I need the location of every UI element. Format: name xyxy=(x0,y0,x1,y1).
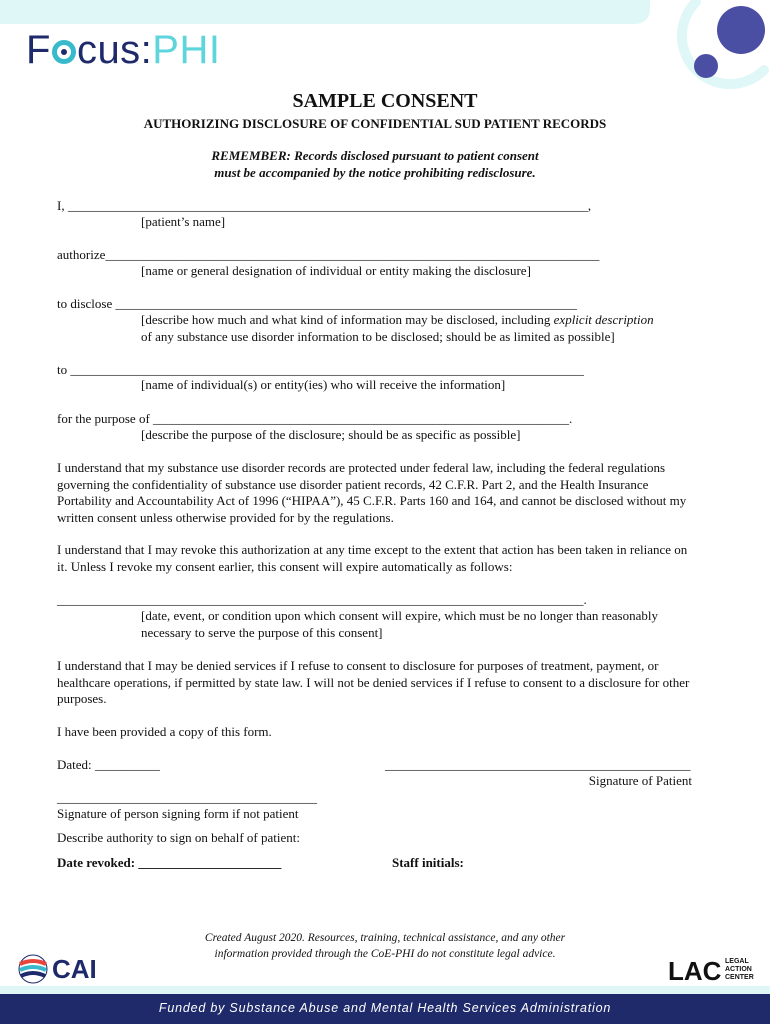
focus-phi-logo xyxy=(26,28,220,72)
disclose-hint xyxy=(141,312,711,345)
footer-disclaimer-line-2: information provided through the CoE-PHI do not constitute legal advice. xyxy=(214,948,556,960)
recipient-field[interactable]: to _______________________________________________________________________________ xyxy=(57,362,584,377)
logo-phi: PHI xyxy=(152,28,221,72)
remember-line-2: must be accompanied by the notice prohibiting redisclosure. xyxy=(214,165,536,180)
lac-logo-subtitle xyxy=(725,958,754,982)
patient-name-field[interactable]: I, ________________________________________________________________________________, xyxy=(57,198,592,213)
disclose-field[interactable]: to disclose _______________________________________________________________________ xyxy=(57,296,577,311)
recipient-hint: [name of individual(s) or entity(ies) who will receive the information] xyxy=(141,377,506,392)
authorize-field[interactable]: authorize____________________________________________________________________________ xyxy=(57,247,600,262)
date-revoked-field[interactable]: Date revoked: ______________________ xyxy=(57,855,282,870)
other-signature-line[interactable]: ________________________________________ xyxy=(57,790,317,805)
footer-disclaimer xyxy=(0,930,770,962)
staff-initials-field[interactable]: Staff initials: xyxy=(392,855,464,870)
remember-line-1 xyxy=(0,147,750,164)
footer-disclaimer-line-1: Created August 2020. Resources, training, technical assistance, and any other xyxy=(204,932,566,944)
purpose-field[interactable]: for the purpose of ________________________________________________________________. xyxy=(57,411,573,426)
lac-logo-text: LAC xyxy=(668,956,722,986)
disclose-hint-line-1 xyxy=(141,312,711,329)
logo-cus: cus: xyxy=(76,28,153,72)
disclose-hint-text: [describe how much and what kind of information may be disclosed, including xyxy=(141,312,554,327)
copy-statement: I have been provided a copy of this form. xyxy=(57,724,272,739)
lac-sub-action: ACTION xyxy=(725,966,752,973)
purpose-hint: [describe the purpose of the disclosure; should be as specific as possible] xyxy=(141,427,521,442)
revoke-paragraph: I understand that I may revoke this authorization at any time except to the extent that action has been taken in reliance on it. Unless I revoke my consent earlier, this consent will expire automatically as follows: xyxy=(57,542,688,574)
federal-law-paragraph: I understand that my substance use disorder records are protected under federal law, including the federal regulations governing the confidentiality of substance use disorder patient records, 42 C.F.R. Part 2, and the Health Insurance Portability and Accountability Act of 1996 (“HIPAA”), 45 C.F.R. Parts 160 and 164, and cannot be disclosed without my written consent unless otherwise provided for by the regulations. xyxy=(57,460,687,525)
dated-field[interactable]: Dated: __________ xyxy=(57,757,160,772)
decorative-circles-graphic xyxy=(674,0,770,92)
remember-line-1-text: : Records disclosed pursuant to patient consent xyxy=(286,148,539,163)
patient-signature-line[interactable]: _______________________________________________ xyxy=(385,757,691,772)
document-title: SAMPLE CONSENT xyxy=(292,90,478,112)
remember-label-rest: EMEMBER xyxy=(220,148,287,163)
expiration-field[interactable]: _________________________________________________________________________________. xyxy=(57,592,587,607)
remember-note xyxy=(0,147,750,181)
lac-sub-center: CENTER xyxy=(725,974,754,981)
logo-letter-f: F xyxy=(26,28,51,72)
authority-field[interactable]: Describe authority to sign on behalf of patient: xyxy=(57,830,300,845)
expiration-hint: [date, event, or condition upon which consent will expire, which must be no longer than reasonably necessary to serve the purpose of this consent] xyxy=(141,608,658,640)
remember-label-r: R xyxy=(211,148,221,163)
patient-signature-label: Signature of Patient xyxy=(588,773,692,788)
cai-globe-icon xyxy=(18,954,48,984)
funded-by-text: Funded by Substance Abuse and Mental Health Services Administration xyxy=(158,1001,612,1015)
disclose-hint-line-2: of any substance use disorder information to be disclosed; should be as limited as possible] xyxy=(141,328,615,344)
document-subtitle: AUTHORIZING DISCLOSURE OF CONFIDENTIAL SUD PATIENT RECORDS xyxy=(143,116,607,131)
patient-name-hint: [patient’s name] xyxy=(141,214,226,229)
top-banner xyxy=(0,0,650,24)
cai-logo-text: CAI xyxy=(52,954,97,984)
authorize-hint: [name or general designation of individual or entity making the disclosure] xyxy=(141,263,531,278)
other-signature-label: Signature of person signing form if not patient xyxy=(57,806,299,821)
logo-o-ring-icon xyxy=(52,40,76,64)
disclose-hint-italic: explicit description xyxy=(553,312,654,327)
footer-light-band xyxy=(0,986,770,994)
denial-paragraph: I understand that I may be denied services if I refuse to consent to disclosure for purposes of treatment, payment, or healthcare operations, if permitted by state law. I will not be denied services if I refuse to consent to a disclosure for other purposes. xyxy=(57,658,690,706)
lac-sub-legal: LEGAL xyxy=(725,958,749,965)
